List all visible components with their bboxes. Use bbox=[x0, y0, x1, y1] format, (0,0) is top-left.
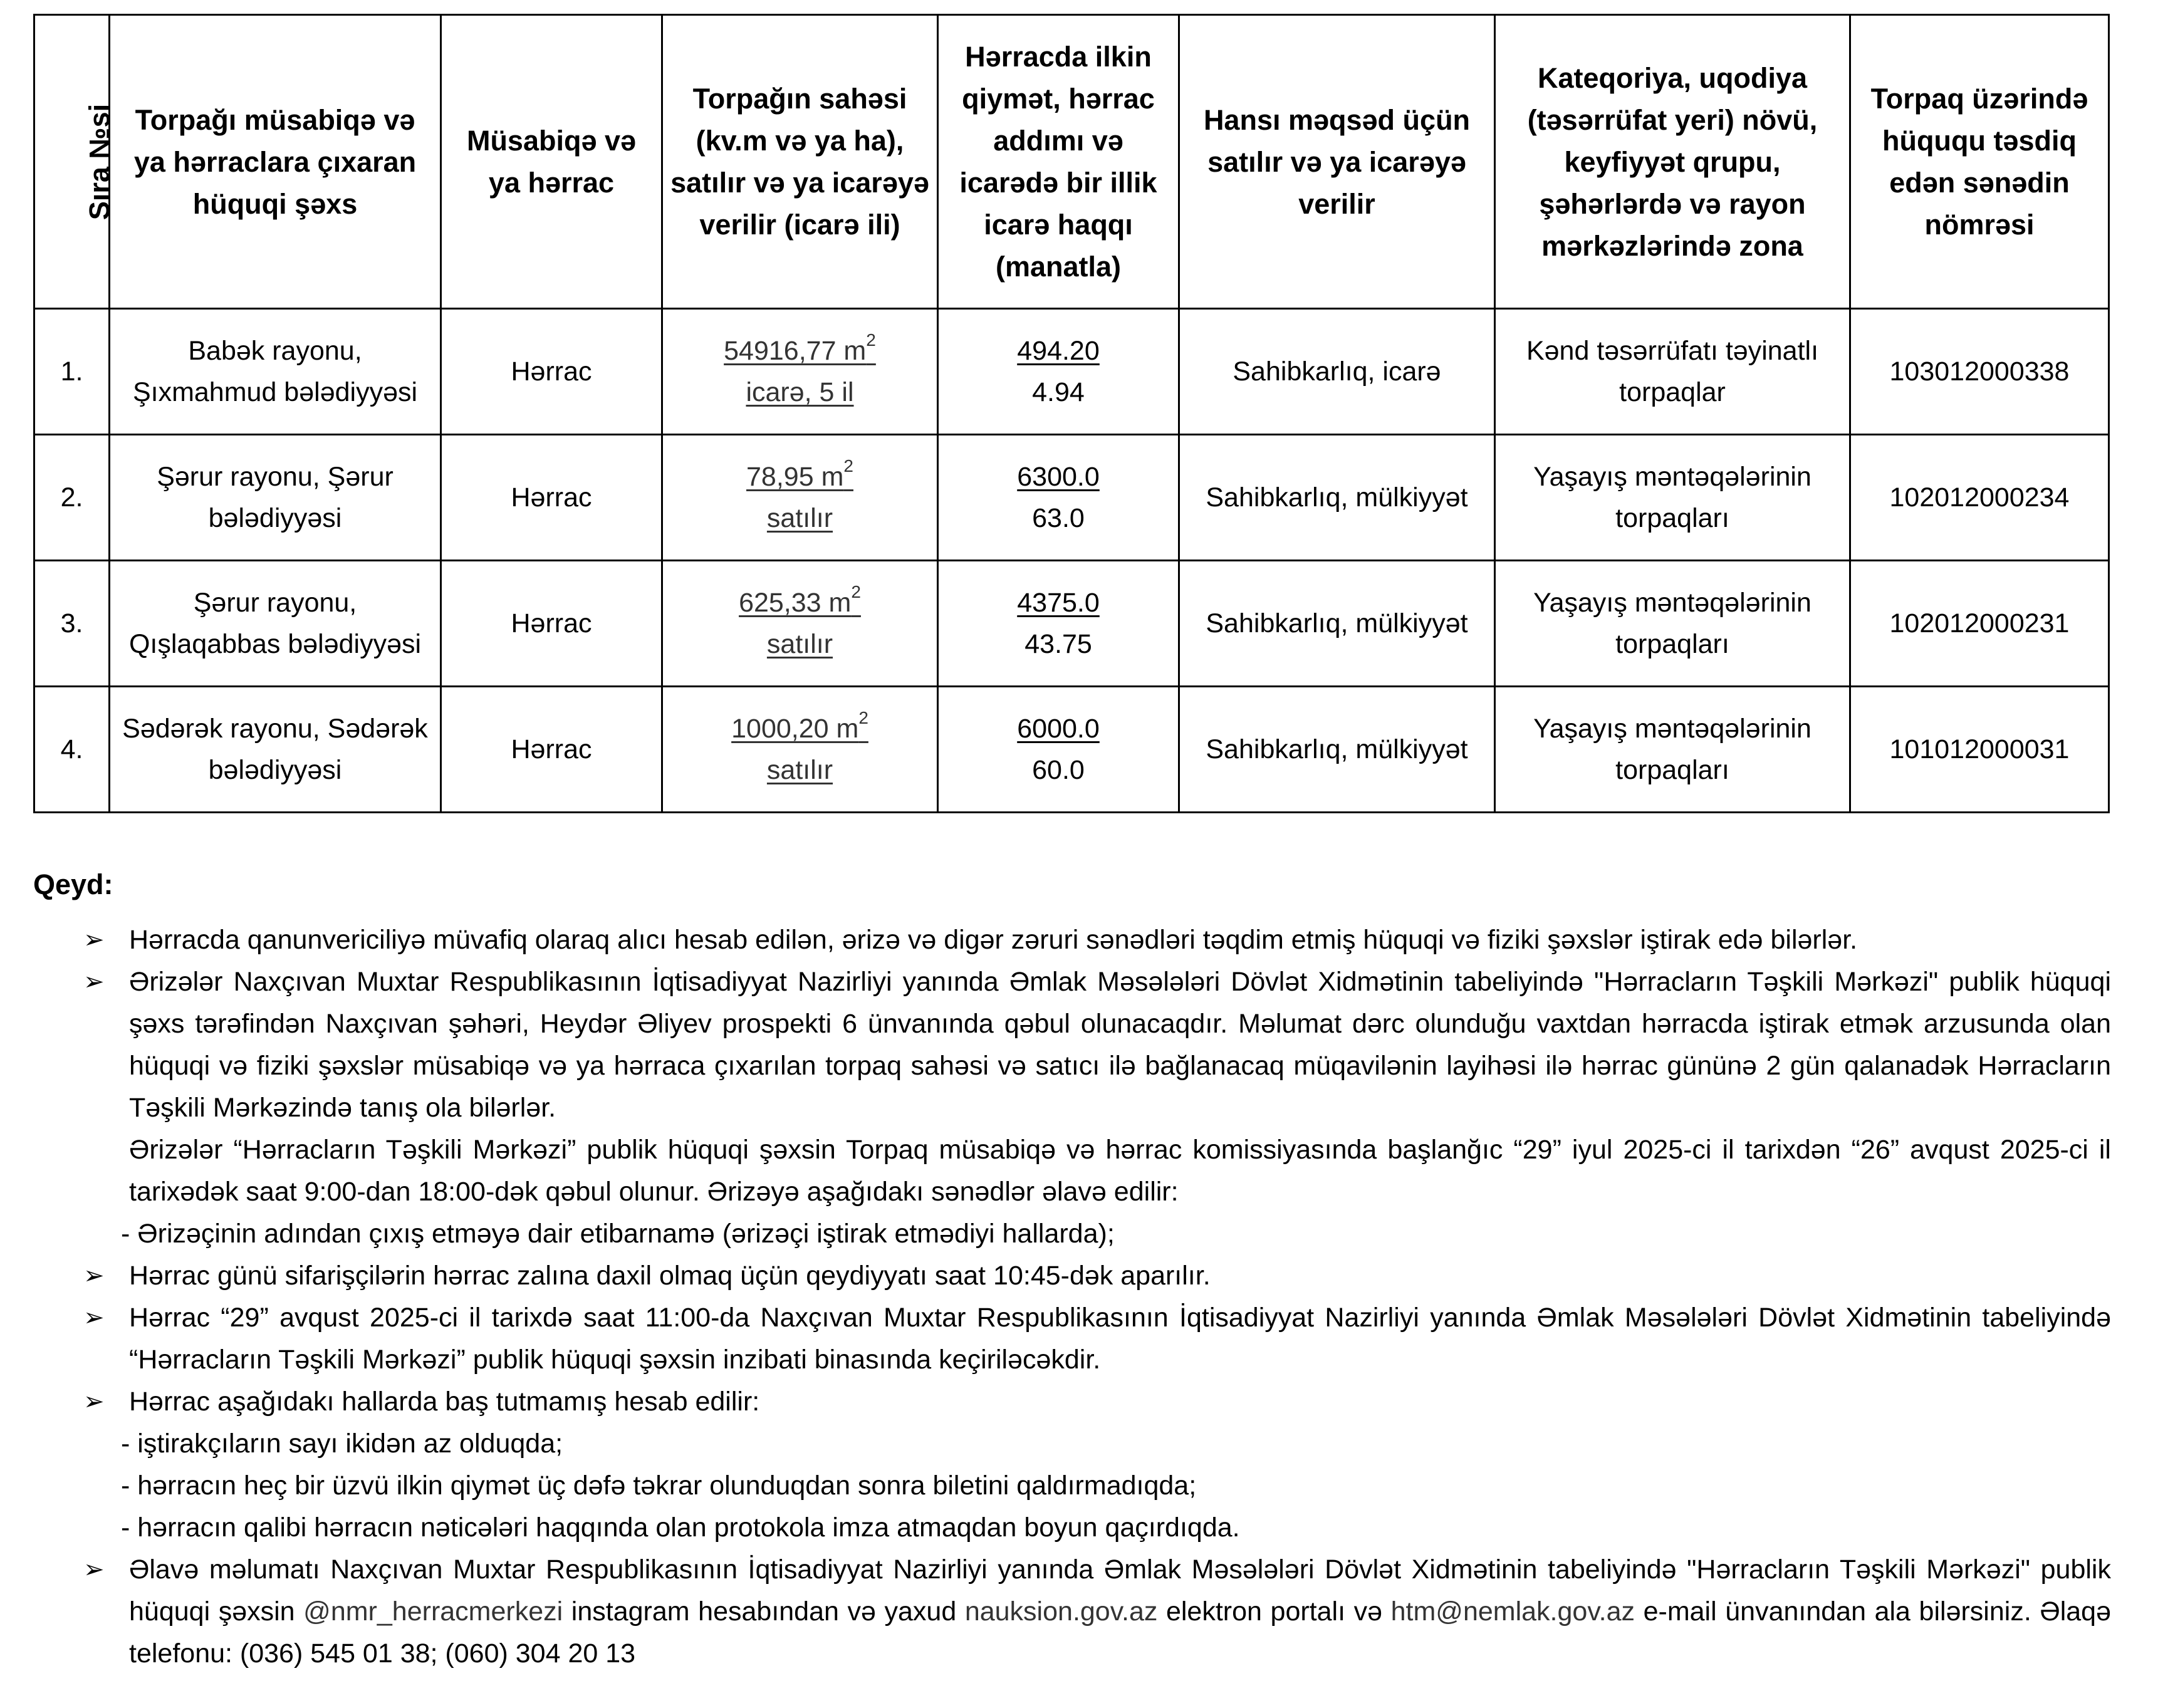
row-number: 3. bbox=[34, 561, 110, 687]
arrow-bullet-icon: ➢ bbox=[83, 968, 105, 996]
competition-type: Hərrac bbox=[441, 309, 662, 435]
note-item bbox=[33, 1549, 2111, 1675]
table-row bbox=[34, 435, 2109, 561]
legal-entity: Sədərək rayonu, Sədərək bələdiyyəsi bbox=[110, 687, 441, 813]
note-dash-item: - Ərizəçinin adından çıxış etməyə dair etibarnamə (ərizəçi iştirak etmədiyi hallarda); bbox=[121, 1219, 1115, 1249]
initial-price: 494.20 bbox=[1017, 336, 1100, 366]
auction-step: 63.0 bbox=[1032, 503, 1085, 533]
purpose: Sahibkarlıq, mülkiyyət bbox=[1179, 435, 1495, 561]
arrow-bullet-icon: ➢ bbox=[83, 926, 105, 954]
area-value: 625,33 m bbox=[739, 588, 852, 618]
price bbox=[938, 309, 1179, 435]
document-number: 101012000031 bbox=[1850, 687, 2109, 813]
area-value: 54916,77 m bbox=[724, 336, 867, 366]
note-text: Hərrac “29” avqust 2025-ci il tarixdə saat 11:00-da Naxçıvan Muxtar Respublikasının İqtisadiyyat Nazirliyi yanında Əmlak Məsələləri Dövlət Xidmətinin tabeliyində “Hərracların Təşkili Mərkəzi” publik hüquqi şəxsin inzibati binasında keçiriləcəkdir. bbox=[129, 1303, 2111, 1375]
legal-entity: Şərur rayonu, Şərur bələdiyyəsi bbox=[110, 435, 441, 561]
legal-entity: Babək rayonu, Şıxmahmud bələdiyyəsi bbox=[110, 309, 441, 435]
document-number: 102012000231 bbox=[1850, 561, 2109, 687]
initial-price: 6000.0 bbox=[1017, 714, 1100, 744]
arrow-bullet-icon: ➢ bbox=[83, 1388, 105, 1415]
header-row-number: Sıra №si bbox=[34, 15, 110, 309]
header-initial-price: Hərracda ilkin qiymət, hərrac addımı və icarədə bir illik icarə haqqı (manatla) bbox=[938, 15, 1179, 309]
row-number: 2. bbox=[34, 435, 110, 561]
table-row bbox=[34, 561, 2109, 687]
note-item bbox=[33, 1297, 2111, 1381]
area-value: 78,95 m bbox=[746, 462, 844, 492]
note-text: Hərrac günü sifarişçilərin hərrac zalına daxil olmaq üçün qeydiyyatı saat 10:45-dək aparılır. bbox=[129, 1261, 1211, 1291]
arrow-bullet-icon: ➢ bbox=[83, 1304, 105, 1331]
row-number: 1. bbox=[34, 309, 110, 435]
competition-type: Hərrac bbox=[441, 561, 662, 687]
header-document-number: Torpaq üzərində hüququ təsdiq edən sənədin nömrəsi bbox=[1850, 15, 2109, 309]
document-number: 103012000338 bbox=[1850, 309, 2109, 435]
area-unit-sup: 2 bbox=[843, 456, 853, 476]
area-unit-sup: 2 bbox=[858, 708, 868, 727]
note-text: Hərracda qanunvericiliyə müvafiq olaraq alıcı hesab edilən, ərizə və digər zəruri sənədləri təqdim etmiş hüquqi və fiziki şəxslər iştirak edə bilərlər. bbox=[129, 925, 1858, 955]
land-area bbox=[662, 687, 938, 813]
header-competition-type: Müsabiqə və ya hərrac bbox=[441, 15, 662, 309]
area-unit-sup: 2 bbox=[866, 330, 876, 350]
note-text: Hərrac aşağıdakı hallarda baş tutmamış hesab edilir: bbox=[129, 1387, 760, 1417]
email-link[interactable]: htm@nemlak.gov.az bbox=[1390, 1596, 1635, 1627]
note-item bbox=[33, 961, 2111, 1129]
instagram-link[interactable]: @nmr_herracmerkezi bbox=[303, 1596, 563, 1627]
legal-entity: Şərur rayonu, Qışlaqabbas bələdiyyəsi bbox=[110, 561, 441, 687]
area-terms: satılır bbox=[766, 503, 833, 533]
competition-type: Hərrac bbox=[441, 435, 662, 561]
document-number: 102012000234 bbox=[1850, 435, 2109, 561]
area-terms: icarə, 5 il bbox=[746, 377, 854, 407]
initial-price: 6300.0 bbox=[1017, 462, 1100, 492]
note-item bbox=[33, 919, 2111, 961]
note-text: e-mail ünvanından ala bilərsiniz. Əlaqə telefonu: (036) 545 01 38; (060) 304 20 13 bbox=[129, 1596, 2111, 1669]
notes-section bbox=[33, 863, 2111, 1675]
note-item bbox=[33, 1381, 2111, 1423]
land-area bbox=[662, 435, 938, 561]
header-land-area: Torpağın sahəsi (kv.m və ya ha), satılır və ya icarəyə verilir (icarə ili) bbox=[662, 15, 938, 309]
auction-step: 60.0 bbox=[1032, 755, 1085, 785]
category: Yaşayış məntəqələrinin torpaqları bbox=[1495, 687, 1850, 813]
competition-type: Hərrac bbox=[441, 687, 662, 813]
note-dash-item: - iştirakçıların sayı ikidən az olduqda; bbox=[121, 1429, 563, 1459]
portal-link[interactable]: nauksion.gov.az bbox=[964, 1596, 1158, 1627]
price bbox=[938, 435, 1179, 561]
purpose: Sahibkarlıq, icarə bbox=[1179, 309, 1495, 435]
arrow-bullet-icon: ➢ bbox=[83, 1556, 105, 1583]
header-category: Kateqoriya, uqodiya (təsərrüfat yeri) növü, keyfiyyət qrupu, şəhərlərdə və rayon mərkəzlərində zona bbox=[1495, 15, 1850, 309]
purpose: Sahibkarlıq, mülkiyyət bbox=[1179, 687, 1495, 813]
note-text: Ərizələr Naxçıvan Muxtar Respublikasının İqtisadiyyat Nazirliyi yanında Əmlak Məsələləri Dövlət Xidmətinin tabeliyində "Hərracların Təşkili Mərkəzi" publik hüquqi şəxs tərəfindən Naxçıvan şəhəri, Heydər Əliyev prospekti 6 ünvanında qəbul olunacaqdır. Məlumat dərc olunduğu vaxtdan hərracda iştirak etmək arzusunda olan hüquqi və fiziki şəxslər müsabiqə və ya hərraca çıxarılan torpaq sahəsi və satıcı ilə bağlanacaq müqavilənin layihəsi ilə hərrac gününə 2 gün qalanadək Hərracların Təşkili Mərkəzində tanış ola bilərlər. bbox=[129, 967, 2111, 1123]
category: Yaşayış məntəqələrinin torpaqları bbox=[1495, 435, 1850, 561]
auction-step: 43.75 bbox=[1024, 629, 1092, 659]
area-terms: satılır bbox=[766, 629, 833, 659]
row-number: 4. bbox=[34, 687, 110, 813]
area-unit-sup: 2 bbox=[851, 582, 861, 601]
auction-step: 4.94 bbox=[1032, 377, 1085, 407]
note-continuation: Ərizələr “Hərracların Təşkili Mərkəzi” publik hüquqi şəxsin Torpaq müsabiqə və hərrac komissiyasında başlanğıc “29” iyul 2025-ci il tarixdən “26” avqust 2025-ci il tarixədək saat 9:00-dan 18:00-dək qəbul olunur. Ərizəyə aşağıdakı sənədlər əlavə edilir: bbox=[129, 1135, 2111, 1207]
area-value: 1000,20 m bbox=[731, 714, 859, 744]
table-row bbox=[34, 687, 2109, 813]
notes-title: Qeyd: bbox=[33, 868, 113, 900]
table-row bbox=[34, 309, 2109, 435]
price bbox=[938, 687, 1179, 813]
land-area bbox=[662, 309, 938, 435]
category: Kənd təsərrüfatı təyinatlı torpaqlar bbox=[1495, 309, 1850, 435]
purpose: Sahibkarlıq, mülkiyyət bbox=[1179, 561, 1495, 687]
note-item bbox=[33, 1255, 2111, 1297]
land-area bbox=[662, 561, 938, 687]
table-header-row bbox=[34, 15, 2109, 309]
area-terms: satılır bbox=[766, 755, 833, 785]
category: Yaşayış məntəqələrinin torpaqları bbox=[1495, 561, 1850, 687]
note-text: Əlavə məlumatı Naxçıvan Muxtar Respublikasının İqtisadiyyat Nazirliyi yanında Əmlak Məsələləri Dövlət Xidmətinin tabeliyində "Hərracların Təşkili Mərkəzi" publik hüquqi şəxsin bbox=[129, 1554, 2111, 1627]
arrow-bullet-icon: ➢ bbox=[83, 1262, 105, 1289]
header-purpose: Hansı məqsəd üçün satılır və ya icarəyə verilir bbox=[1179, 15, 1495, 309]
note-text: instagram hesabından və yaxud bbox=[563, 1596, 965, 1627]
land-auction-table bbox=[33, 14, 2110, 813]
initial-price: 4375.0 bbox=[1017, 588, 1100, 618]
note-dash-item: - hərracın qalibi hərracın nəticələri haqqında olan protokola imza atmaqdan boyun qaçırdıqda. bbox=[121, 1513, 1240, 1543]
note-text: elektron portalı və bbox=[1157, 1596, 1391, 1627]
price bbox=[938, 561, 1179, 687]
note-dash-item: - hərracın heç bir üzvü ilkin qiymət üç dəfə təkrar olunduqdan sonra biletini qaldırmadıqda; bbox=[121, 1471, 1197, 1501]
header-legal-entity: Torpağı müsabiqə və ya hərraclara çıxaran hüquqi şəxs bbox=[110, 15, 441, 309]
